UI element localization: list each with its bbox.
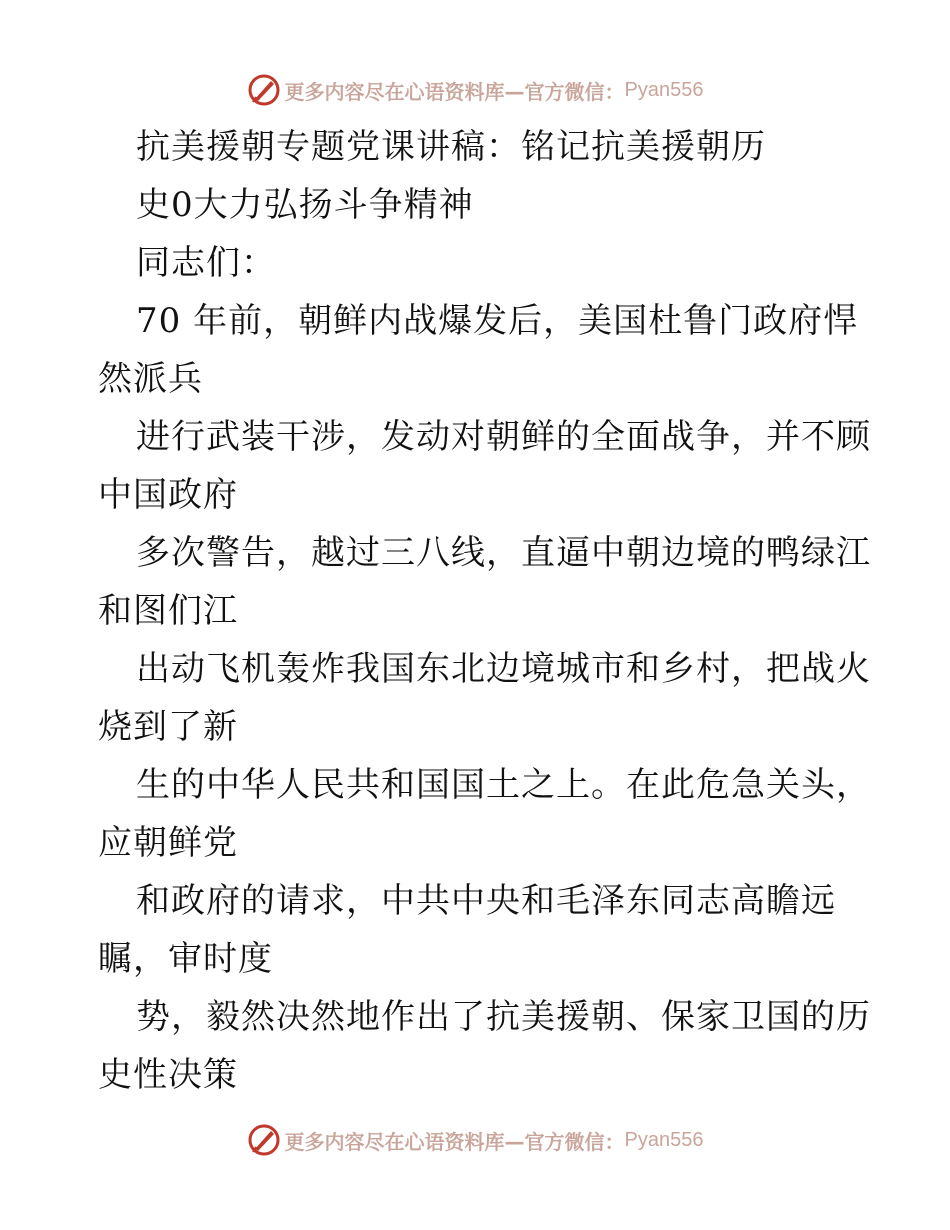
paragraph-line: 瞩，审时度 bbox=[98, 939, 273, 979]
paragraph-line: 烧到了新 bbox=[98, 707, 238, 747]
paragraph-line: 和图们江 bbox=[98, 591, 238, 631]
quill-pen-icon bbox=[247, 73, 281, 107]
paragraph-line: 进行武装干涉，发动对朝鲜的全面战争，并不顾 bbox=[136, 417, 871, 457]
footer-watermark bbox=[0, 1120, 950, 1160]
quill-pen-icon bbox=[247, 1123, 281, 1157]
watermark-handle: Pyan556 bbox=[624, 78, 704, 101]
watermark-text: 更多内容尽在心语资料库—官方微信： bbox=[284, 79, 625, 104]
paragraph-line: 和政府的请求，中共中央和毛泽东同志高瞻远 bbox=[136, 881, 836, 921]
title-line: 抗美援朝专题党课讲稿：铭记抗美援朝历 bbox=[136, 127, 766, 167]
header-watermark bbox=[0, 70, 950, 110]
paragraph-line: 出动飞机轰炸我国东北边境城市和乡村，把战火 bbox=[136, 649, 871, 689]
paragraph-line: 多次警告，越过三八线，直逼中朝边境的鸭绿江 bbox=[136, 533, 871, 573]
paragraph-line: 生的中华人民共和国国土之上。在此危急关头， bbox=[136, 765, 871, 805]
watermark-handle: Pyan556 bbox=[624, 1128, 704, 1151]
document-body bbox=[98, 118, 871, 1104]
paragraph-line: 势，毅然决然地作出了抗美援朝、保家卫国的历 bbox=[136, 997, 871, 1037]
salutation: 同志们： bbox=[136, 243, 276, 283]
paragraph-line: 然派兵 bbox=[98, 359, 203, 399]
paragraph-line: 应朝鲜党 bbox=[98, 823, 238, 863]
watermark-text: 更多内容尽在心语资料库—官方微信： bbox=[284, 1129, 625, 1154]
title-line: 史0大力弘扬斗争精神 bbox=[136, 185, 474, 225]
paragraph-line: 70 年前，朝鲜内战爆发后，美国杜鲁门政府悍 bbox=[136, 301, 859, 341]
paragraph-line: 中国政府 bbox=[98, 475, 238, 515]
paragraph-line: 史性决策 bbox=[98, 1055, 238, 1095]
